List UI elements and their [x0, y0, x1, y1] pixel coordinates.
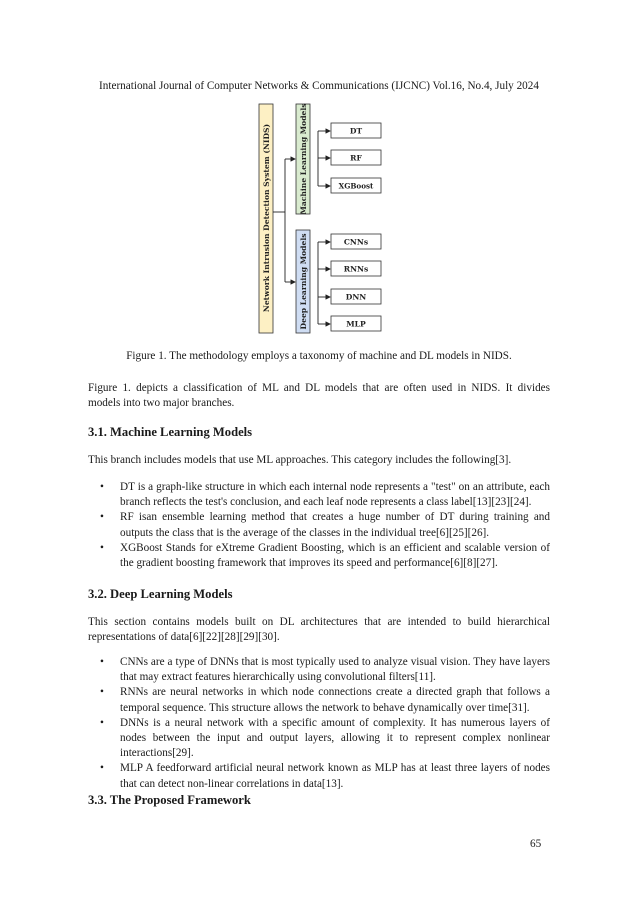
svg-text:DNN: DNN: [345, 292, 367, 302]
list-item: • MLP A feedforward artificial neural network known as MLP has at least three layers of nodes that can detect non-linear correlations in data[13].: [100, 762, 550, 790]
journal-header: International Journal of Computer Networks & Communications (IJCNC) Vol.16, No.4, July 2024: [99, 80, 539, 92]
list-item: • DT is a graph-like structure in which each internal node represents a "test" on an attribute, each branch reflects the test's conclusion, and each leaf node represents a class label[13][23][24].: [100, 481, 550, 509]
intro-paragraph: [88, 381, 550, 411]
dl-item-rnns: [331, 261, 381, 276]
taxonomy-diagram: [250, 100, 400, 336]
dl-bullet-list: [100, 655, 550, 792]
dl-item-mlp: [331, 316, 381, 331]
figure-caption: Figure 1. The methodology employs a taxonomy of machine and DL models in NIDS.: [126, 350, 512, 362]
section-3-1-heading: 3.1. Machine Learning Models: [88, 425, 253, 439]
intro-line-1: Figure 1. depicts a classification of ML and DL models that are often used in NIDS. It divides: [88, 382, 550, 394]
dl-item-cnns: [331, 234, 381, 249]
svg-text:RNNs: RNNs: [343, 264, 369, 274]
svg-text:MLP: MLP: [346, 319, 366, 329]
ml-branch-label: Machine Learning Models: [299, 103, 308, 215]
list-item: • XGBoost Stands for eXtreme Gradient Boosting, which is an efficient and scalable version of the gradient boosting framework that improves its speed and performance[6][8][27].: [100, 541, 550, 570]
ml-item-dt: [331, 123, 381, 138]
section-3-2-intro: This section contains models built on DL architectures that are intended to build hierarchical representations of data[6][22][28][29][30].: [88, 616, 550, 644]
svg-text:CNNs: CNNs: [343, 237, 369, 247]
ml-item-connectors: [318, 131, 330, 186]
page-number: 65: [530, 838, 542, 850]
ml-bullet-list: [100, 480, 550, 571]
intro-line-2: models into two major branches.: [88, 397, 235, 410]
dl-item-connectors: [318, 242, 330, 324]
section-3-2-heading: 3.2. Deep Learning Models: [88, 587, 233, 601]
ml-item-rf: [331, 150, 381, 165]
section-3-3-heading: 3.3. The Proposed Framework: [88, 793, 251, 807]
svg-text:XGBoost: XGBoost: [338, 181, 374, 191]
list-item: • DNNs is a neural network with a specific amount of complexity. It has numerous layers of nodes between the input and output layers, allowing it to represent complex nonlinear interactions[29].: [100, 716, 550, 760]
svg-text:DT: DT: [349, 126, 363, 136]
section-3-1-intro: This branch includes models that use ML approaches. This category includes the following[3].: [88, 454, 512, 466]
nids-root-label: Network Intrusion Detection System (NIDS): [262, 123, 271, 313]
list-item: • RF isan ensemble learning method that creates a huge number of DT during training and outputs the class that is the average of the classes in the individual tree[6][25][26].: [100, 511, 550, 539]
svg-text:RF: RF: [350, 153, 362, 163]
root-connectors: [273, 159, 295, 282]
list-item: • CNNs are a type of DNNs that is most typically used to analyze visual vision. They have layers that may extract features hierarchically using convolutional filters[11].: [100, 656, 550, 684]
dl-item-dnn: [331, 289, 381, 304]
list-item: • RNNs are neural networks in which node connections create a directed graph that follows a temporal sequence. This structure allows the network to behave dynamically over time[31].: [100, 686, 550, 714]
ml-item-xgboost: [331, 178, 381, 193]
dl-branch-label: Deep Learning Models: [299, 233, 308, 330]
